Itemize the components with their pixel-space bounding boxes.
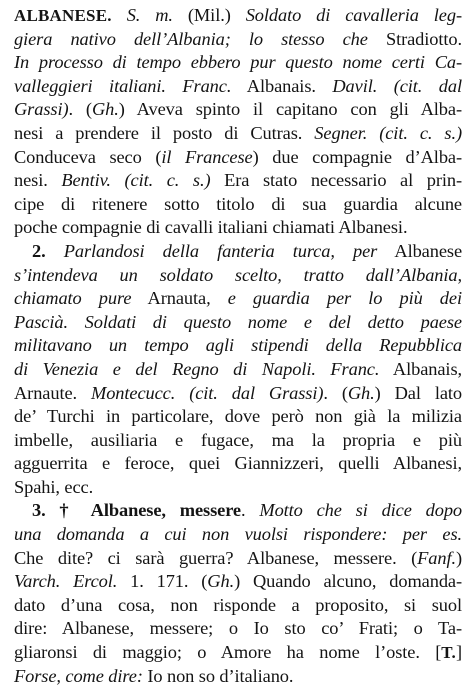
text-run: . (: [68, 99, 92, 120]
text-line: [14, 264, 462, 288]
text-run: imbelle, ausiliaria e fugace, ma la propria e più: [14, 429, 462, 450]
text-line: [14, 4, 462, 28]
text-run: dire: Albanese, messere; o Io sto co’ Frati; o Ta-: [14, 618, 462, 639]
text-run: 3. † Albanese, messere: [32, 500, 241, 521]
text-line: [14, 193, 462, 217]
text-run: Gh.: [207, 571, 235, 592]
text-run: Spahi, ecc.: [14, 476, 94, 497]
text-run: Fanf.: [417, 547, 456, 568]
text-run: Gh.: [91, 99, 119, 120]
text-run: Era stato necessario al prin-: [210, 170, 462, 191]
text-line: [14, 499, 462, 523]
text-line: [14, 75, 462, 99]
text-run: . (: [323, 382, 348, 403]
text-run: Gh.: [347, 382, 375, 403]
text-run: ) due compagnie d’Alba-: [252, 146, 462, 167]
text-run: , e guardia per lo più dei: [206, 288, 462, 309]
text-run: Conduceva seco (: [14, 146, 162, 167]
text-run: .: [241, 500, 260, 521]
text-line: [14, 240, 462, 264]
text-line: [14, 28, 462, 52]
text-run: valleggieri italiani. Franc.: [14, 75, 232, 96]
text-run: Varch. Ercol.: [14, 571, 118, 592]
text-run: Albanese: [377, 240, 463, 261]
text-line: [14, 405, 462, 429]
text-run: Bentiv. (cit. c. s.): [61, 170, 211, 191]
text-run: una domanda a cui non vuolsi rispondere: per es.: [14, 524, 462, 545]
text-line: [14, 570, 462, 594]
text-line: [14, 665, 462, 688]
text-run: Soldato di cavalleria leg-: [245, 5, 462, 25]
text-run: Albanais.: [231, 75, 333, 96]
text-run: Grassi): [14, 99, 69, 120]
text-run: ) Aveva spinto il capitano con gli Alba-: [118, 99, 462, 120]
text-run: ) Quando alcuno, domanda-: [234, 571, 462, 592]
headword: ALBANESE.: [14, 6, 112, 25]
text-line: [14, 51, 462, 75]
text-run: Davil. (cit. dal: [332, 75, 462, 96]
text-line: [14, 594, 462, 618]
text-line: [14, 122, 462, 146]
text-run: militavano un tempo agli stipendi della Repubblica: [14, 335, 462, 356]
text-line: [14, 523, 462, 547]
text-run: nesi a prendere il posto di Cutras.: [14, 122, 315, 143]
text-run: chiamato pure: [14, 288, 132, 309]
text-run: ) Dal lato: [374, 382, 463, 403]
text-run: dato d’una cosa, non risponde a proposito, si suol: [14, 594, 462, 615]
text-run: Io non so d’italiano.: [142, 665, 294, 686]
text-run: T.: [441, 643, 456, 663]
text-run: poche compagnie di cavalli italiani chiamati Albanesi.: [14, 217, 408, 238]
text-line: [14, 311, 462, 335]
text-run: Montecucc. (cit. dal Grassi): [90, 382, 324, 403]
text-run: Arnauta: [131, 288, 207, 309]
text-line: [14, 146, 462, 170]
text-line: [14, 382, 462, 406]
text-line: [14, 641, 462, 665]
text-line: [14, 334, 462, 358]
text-run: Arnaute.: [14, 382, 91, 403]
text-line: [14, 169, 462, 193]
text-run: In processo di tempo ebbero pur questo nome certi Ca-: [14, 52, 462, 73]
text-line: [14, 287, 462, 311]
text-run: Segner. (cit. c. s.): [314, 122, 462, 143]
text-line: [14, 547, 462, 571]
text-run: il Francese: [161, 146, 253, 167]
text-run: gliaronsi di maggio; o Amore ha nome l’oste. [: [14, 642, 442, 663]
dictionary-entry-albanese: [14, 4, 462, 688]
text-run: nesi.: [14, 170, 62, 191]
text-run: de’ Turchi in particolare, dove però non già la milizia: [14, 406, 462, 427]
text-run: Albanais,: [379, 358, 462, 379]
text-run: cipe di ritenere sotto titolo di sua guardia alcune: [14, 193, 462, 214]
text-run: ]: [455, 642, 462, 663]
text-line: [14, 216, 462, 240]
text-line: [14, 476, 462, 500]
text-run: Che dite? ci sarà guerra? Albanese, messere. (: [14, 547, 418, 568]
text-run: 2.: [32, 240, 64, 261]
text-run: Forse, come dire:: [14, 665, 143, 686]
text-run: s’intendeva un soldato scelto, tratto dall’Albania,: [14, 264, 462, 285]
text-run: di Venezia e del Regno di Napoli. Franc.: [14, 358, 380, 379]
text-run: (Mil.): [172, 5, 246, 25]
text-line: [14, 429, 462, 453]
text-run: 1. 171. (: [117, 571, 208, 592]
text-run: Pascià. Soldati di questo nome e del detto paese: [14, 311, 462, 332]
text-run: agguerrita e feroce, quei Giannizzeri, quelli Albanesi,: [14, 453, 462, 474]
text-line: [14, 98, 462, 122]
text-run: [112, 5, 127, 25]
text-run: Stradiotto.: [367, 28, 462, 49]
text-run: S. m.: [126, 5, 173, 25]
text-run: Parlandosi della fanteria turca, per: [63, 240, 378, 261]
text-run: ): [455, 547, 462, 568]
text-line: [14, 358, 462, 382]
text-run: giera nativo dell’Albania; lo stesso che: [14, 28, 368, 49]
text-run: Motto che si dice dopo: [259, 500, 463, 521]
text-line: [14, 452, 462, 476]
